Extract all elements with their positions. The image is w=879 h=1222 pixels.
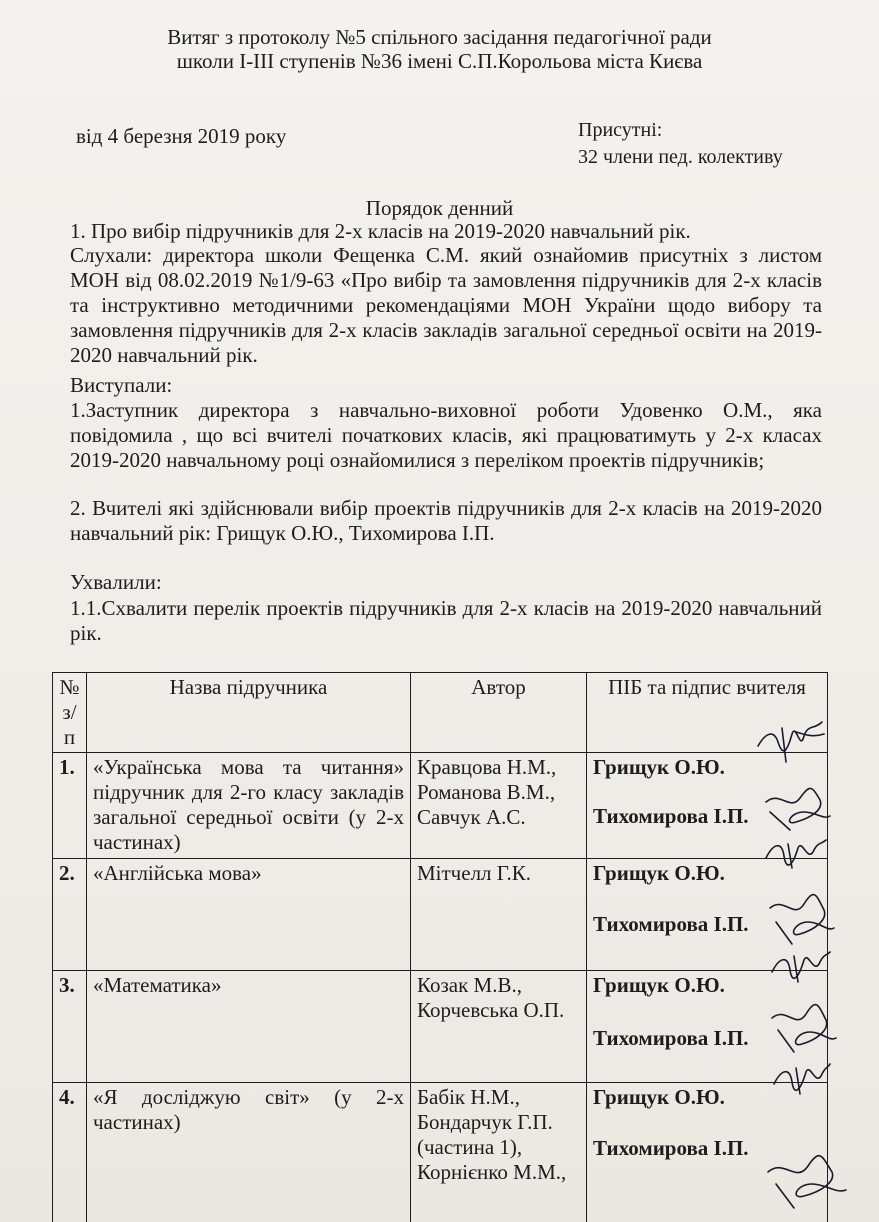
header-line-2: школи І-ІІІ ступенів №36 імені С.П.Корольова міста Києва	[176, 49, 703, 73]
agenda-item-1: 1. Про вибір підручників для 2-х класів на 2019-2020 навчальний рік.	[70, 219, 691, 243]
author-name: Козак М.В.,	[417, 973, 522, 997]
row-authors	[411, 971, 587, 1083]
author-name: Корнієнко М.М.,	[417, 1160, 567, 1184]
spoke-item-2: 2. Вчителі які здійснювали вибір проектів підручників для 2-х класів на 2019-2020 навчальний рік: Грищук О.Ю., Тихомирова І.П.	[70, 496, 822, 545]
header-teacher: ПІБ та підпис вчителя	[587, 673, 828, 753]
present-label: Присутні:	[578, 119, 663, 141]
author-name: Кравцова Н.М.,	[417, 755, 557, 779]
author-name: Корчевська О.П.	[417, 998, 565, 1022]
teacher-name: Тихомирова І.П.	[593, 1136, 749, 1160]
author-name: Бондарчук Г.П.	[417, 1110, 553, 1134]
row-title: «Українська мова та читання» підручник для 2-го класу закладів загальної середньої освіти (у 2-х частинах)	[87, 753, 411, 859]
row-number: 3.	[53, 971, 87, 1083]
teacher-name: Тихомирова І.П.	[593, 1026, 749, 1050]
teacher-name: Тихомирова І.П.	[593, 804, 749, 828]
teacher-name: Тихомирова І.П.	[593, 912, 749, 936]
row-number: 1.	[53, 753, 87, 859]
table-header-row	[53, 673, 828, 753]
signature-image	[764, 1000, 840, 1058]
table-row	[53, 859, 828, 971]
signature-image	[760, 834, 830, 874]
row-title: «Я досліджую світ» (у 2-х частинах)	[87, 1083, 411, 1222]
row-title: «Математика»	[87, 971, 411, 1083]
agenda-heading: Порядок денний	[365, 196, 514, 220]
table-row	[53, 753, 828, 859]
row-authors	[411, 859, 587, 971]
row-number: 4.	[53, 1083, 87, 1222]
signature-image	[762, 890, 838, 950]
teacher-name: Грищук О.Ю.	[593, 755, 725, 779]
header-author: Автор	[411, 673, 587, 753]
row-number: 2.	[53, 859, 87, 971]
meeting-date: від 4 березня 2019 року	[76, 124, 287, 148]
heard-paragraph: Слухали: директора школи Фещенка С.М. який ознайомив присутніх з листом МОН від 08.02.2019 №1/9-63 «Про вибір та замовлення підручників для 2-х класів та інструктивно методичними рекомендаціями МОН України щодо вибору та замовлення підручників для 2-х класів закладів загальної середньої освіти на 2019-2020 навчальний рік.	[70, 243, 822, 367]
row-title: «Англійська мова»	[87, 859, 411, 971]
signature-image	[760, 782, 834, 838]
signature-image	[770, 1058, 832, 1098]
teacher-name: Грищук О.Ю.	[593, 861, 725, 885]
spoke-item-1: 1.Заступник директора з навчально-виховної роботи Удовенко О.М., яка повідомила , що всі вчителі початкових класів, які працюватимуть у 2-х класах 2019-2020 навчальному році ознайомилися з переліком проектів підручників;	[70, 398, 822, 472]
textbook-table	[52, 672, 828, 1222]
teacher-name: Грищук О.Ю.	[593, 973, 725, 997]
signature-image	[760, 1150, 850, 1212]
teacher-name: Грищук О.Ю.	[593, 1085, 725, 1109]
resolved-label: Ухвалили:	[70, 570, 162, 594]
table-row	[53, 1083, 828, 1222]
author-name: Романова В.М.,	[417, 780, 556, 804]
attendance	[578, 117, 783, 171]
table-row	[53, 971, 828, 1083]
present-value: 32 члени пед. колективу	[578, 146, 783, 168]
header-title: Назва підручника	[87, 673, 411, 753]
author-name: Савчук А.С.	[417, 805, 526, 829]
signature-image	[768, 946, 832, 986]
resolved-item-1: 1.1.Схвалити перелік проектів підручників для 2-х класів на 2019-2020 навчальний рік.	[70, 596, 822, 645]
row-authors	[411, 1083, 587, 1222]
author-name: (частина 1),	[417, 1135, 523, 1159]
header-number: № з/п	[53, 673, 87, 753]
header-line-1: Витяг з протоколу №5 спільного засідання педагогічної ради	[167, 25, 712, 49]
spoke-label: Виступали:	[70, 373, 173, 397]
author-name: Мітчелл Г.К.	[417, 861, 532, 885]
row-authors	[411, 753, 587, 859]
author-name: Бабік Н.М.,	[417, 1085, 520, 1109]
signature-image	[752, 712, 830, 770]
